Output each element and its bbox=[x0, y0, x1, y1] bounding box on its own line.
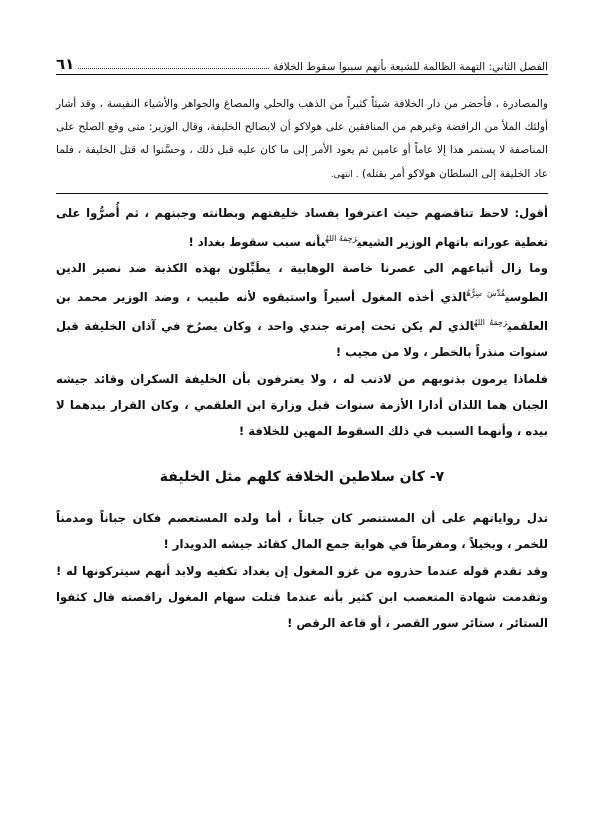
quoted-text: والمصادرة ، فأحضر من دار الخلافة شيئاً كثيراً من الذهب والحلي والمصاغ والجواهر والأشياء النفيسة ، وقد أشار أولئك الملأ من الرافضة وغيرهم من المنافقين على هولاكو أن لايصالح الخليفة، وقال الوزير: متى وقع الصلح على المناصفة لا يستمر هذا إلا عاماً أو عامين ثم يعود الأمر إلى ما كان عليه قبل ذلك ، وحسَّنوا له قتل الخليفة ، فلما عاد الخليفة إلى السلطان هولاكو أمر بقتله) bbox=[56, 98, 548, 180]
running-header bbox=[56, 52, 548, 75]
honorific-rahimahullah-2: رَحِمَهُ اللهُ bbox=[474, 318, 508, 328]
paragraph-1-text-b: بأنه سبب سقوط بغداد ! bbox=[188, 234, 326, 249]
body-text bbox=[56, 93, 548, 636]
chapter-title: الفصل الثاني: التهمة الظالمة للشيعة بأنهم سببوا سقوط الخلافة bbox=[273, 60, 548, 73]
quote-divider bbox=[56, 193, 548, 194]
paragraph-2-text-a: وما زال أتباعهم الى عصرنا خاصة الوهابية ، يطَبِّلون بهذه الكذبة ضد نصير الدين الطوسي bbox=[56, 261, 548, 305]
paragraph-1-text-a: أقول: لاحظ تناقضهم حيث اعترفوا بفساد خليفتهم وبطانته وجبنهم ، ثم أُصرُّوا على تغطية عوراته باتهام الوزير الشيعي bbox=[56, 205, 548, 249]
quoted-passage bbox=[56, 93, 548, 187]
paragraph-1 bbox=[56, 200, 548, 255]
dotted-leader bbox=[78, 68, 269, 69]
paragraph-2 bbox=[56, 255, 548, 366]
paragraph-2-text-c: الذي لم يكن تحت إمرته جندي واحد ، وكان يصرُخ في آذان الخليفة قبل سنوات منذراً بالخطر ، ولا من مجيب ! bbox=[56, 319, 548, 360]
paragraph-5: وقد تقدم قوله عندما حذروه من غزو المغول إن بغداد تكفيه ولابد أنهم سيتركونها له ! وتقدمت شهادة المتعصب ابن كثير بأنه عندما قتلت سهام المغول راقصته قال كثفوا الستائر ، ستائر سور القصر ، أو قاعة الرقص ! bbox=[56, 563, 548, 631]
page-number: ٦١ bbox=[56, 55, 75, 73]
paragraph-4: تدل رواياتهم على أن المستنصر كان جباناً ، أما ولده المستعصم فكان جباناً ومدمناً للخمر ، وبخيلاً ، ومفرطاً في هواية جمع المال كقائد جيشه الدويدار ! bbox=[56, 511, 548, 552]
section-heading: ٧- كان سلاطين الخلافة كلهم مثل الخليفة bbox=[159, 469, 445, 486]
quote-end-marker: . انتهى. bbox=[330, 169, 359, 180]
document-page bbox=[56, 52, 548, 636]
honorific-rahimahullah-1: رَحِمَهُ اللهُ bbox=[325, 234, 358, 244]
paragraph-3: فلماذا يرمون بذنوبهم من لاذنب له ، ولا يعترفون بأن الخليفة السكران وقائد جيشه الجبان هما اللذان أدارا الأزمة سنوات قبل وزارة ابن العلقمي ، وكان القرار بيدهما لا بيده ، وأنهما السبب في ذلك السقوط المهين للخلافة ! bbox=[56, 371, 548, 439]
honorific-quddisa-sirruh: قُدِّسَ سِرُّهُ bbox=[466, 289, 505, 299]
paragraph-2-text-b: الذي أخذه المغول أسيراً واستبقوه لأنه طبيب ، وضد الوزير محمد بن العلقمي bbox=[56, 290, 548, 334]
